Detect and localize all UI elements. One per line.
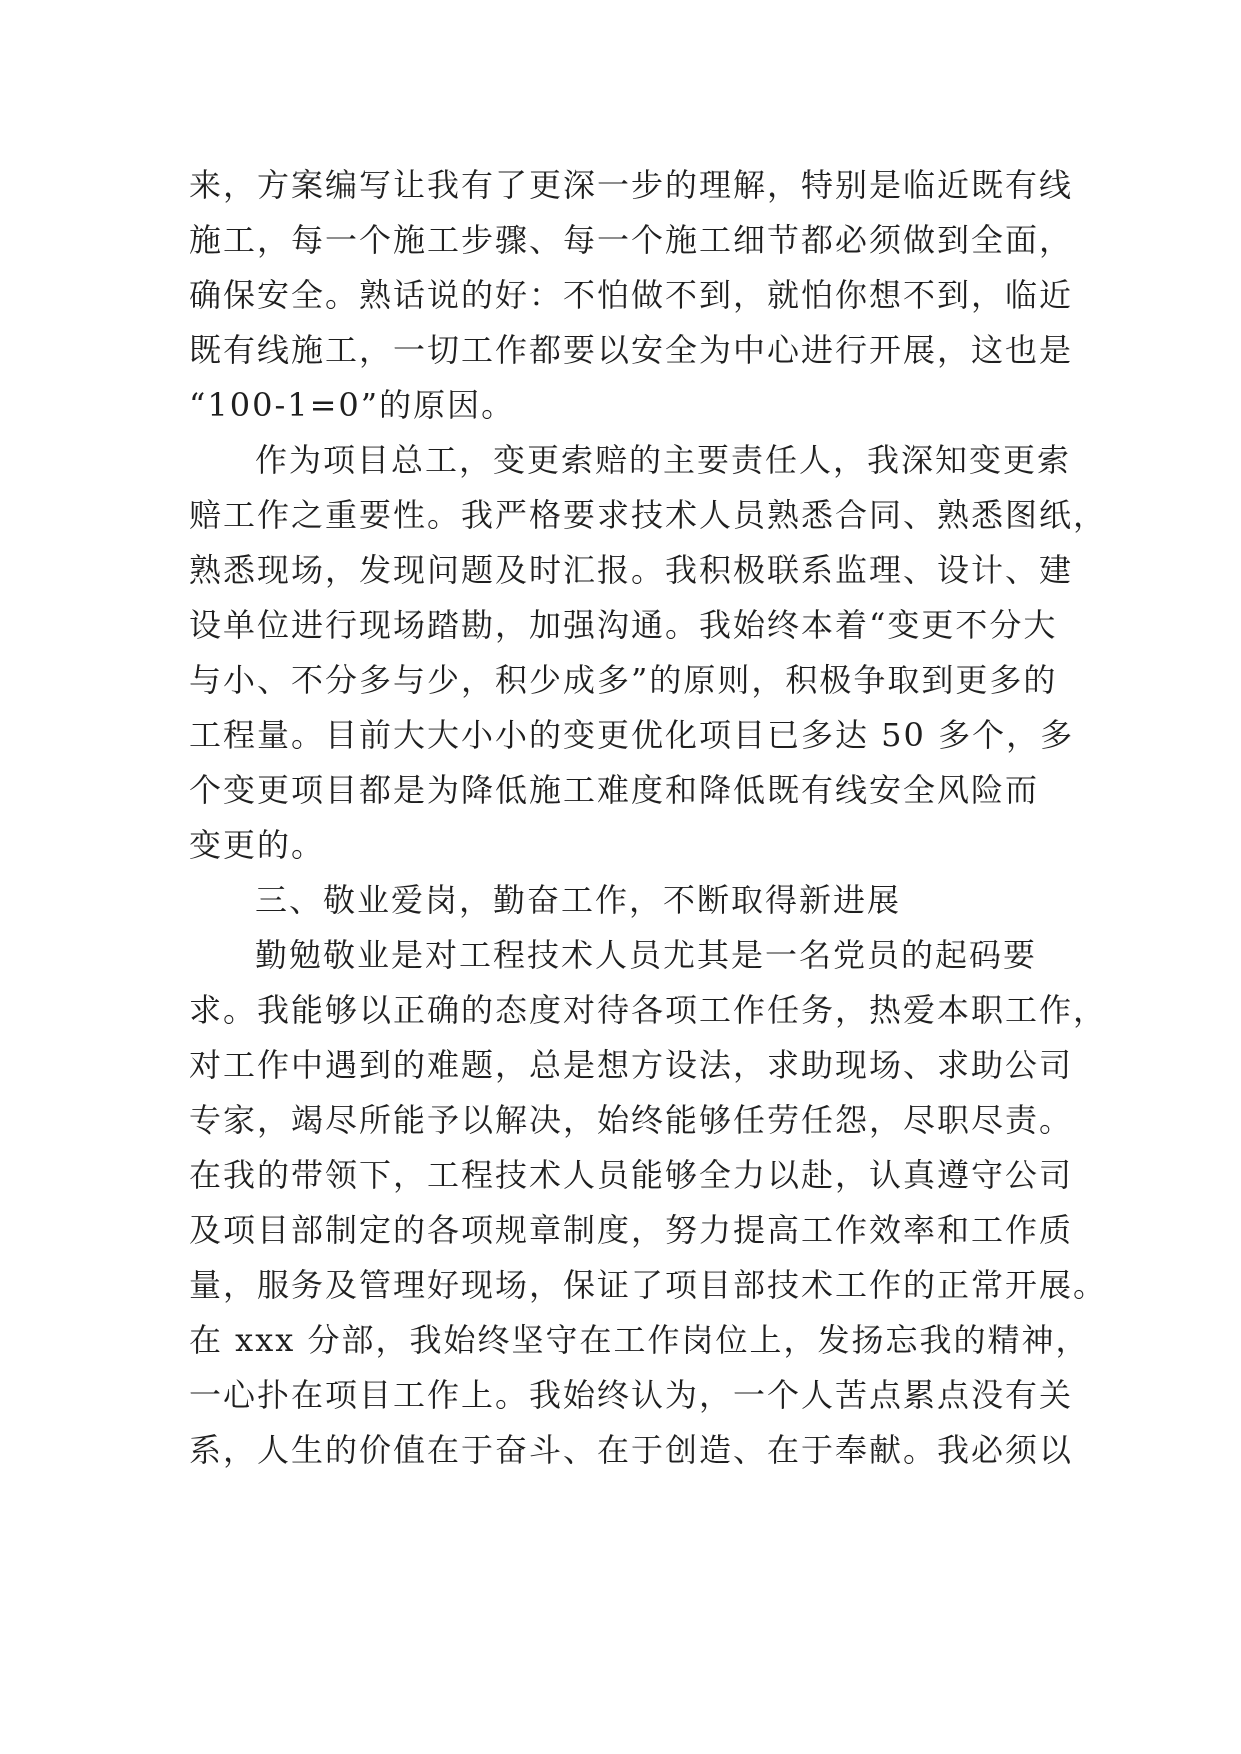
text-line: 及项目部制定的各项规章制度，努力提高工作效率和工作质 — [189, 1211, 1074, 1249]
text-line: 勤勉敬业是对工程技术人员尤其是一名党员的起码要 — [255, 936, 1038, 974]
text-line: 在 xxx 分部，我始终坚守在工作岗位上，发扬忘我的精神， — [189, 1321, 1090, 1359]
text-line: 一心扑在项目工作上。我始终认为，一个人苦点累点没有关 — [189, 1376, 1074, 1414]
text-line: “100-1=0”的原因。 — [189, 386, 516, 424]
text-line: 在我的带领下，工程技术人员能够全力以赴，认真遵守公司 — [189, 1156, 1074, 1194]
text-line: 变更的。 — [189, 826, 326, 864]
text-line: 专家，竭尽所能予以解决，始终能够任劳任怨，尽职尽责。 — [189, 1101, 1074, 1139]
text-line: 设单位进行现场踏勘，加强沟通。我始终本着“变更不分大 — [189, 606, 1058, 644]
text-line: 熟悉现场，发现问题及时汇报。我积极联系监理、设计、建 — [189, 551, 1074, 589]
text-line: 三、敬业爱岗，勤奋工作，不断取得新进展 — [255, 881, 902, 919]
text-line: 与小、不分多与少，积少成多”的原则，积极争取到更多的 — [189, 661, 1058, 699]
text-line: 系，人生的价值在于奋斗、在于创造、在于奉献。我必须以 — [189, 1431, 1074, 1469]
text-line: 工程量。目前大大小小的变更优化项目已多达 50 多个，多 — [189, 716, 1075, 754]
text-line: 既有线施工，一切工作都要以安全为中心进行开展，这也是 — [189, 331, 1074, 369]
text-line: 对工作中遇到的难题，总是想方设法，求助现场、求助公司 — [189, 1046, 1074, 1084]
text-line: 确保安全。熟话说的好：不怕做不到，就怕你想不到，临近 — [189, 276, 1074, 314]
text-line: 赔工作之重要性。我严格要求技术人员熟悉合同、熟悉图纸， — [189, 496, 1108, 534]
text-line: 个变更项目都是为降低施工难度和降低既有线安全风险而 — [189, 771, 1040, 809]
text-line: 作为项目总工，变更索赔的主要责任人，我深知变更索 — [255, 441, 1072, 479]
text-line: 来，方案编写让我有了更深一步的理解，特别是临近既有线 — [189, 166, 1074, 204]
document-body — [189, 158, 1108, 1478]
text-line: 量，服务及管理好现场，保证了项目部技术工作的正常开展。 — [189, 1266, 1108, 1304]
text-line: 施工，每一个施工步骤、每一个施工细节都必须做到全面， — [189, 221, 1074, 259]
text-line: 求。我能够以正确的态度对待各项工作任务，热爱本职工作， — [189, 991, 1108, 1029]
